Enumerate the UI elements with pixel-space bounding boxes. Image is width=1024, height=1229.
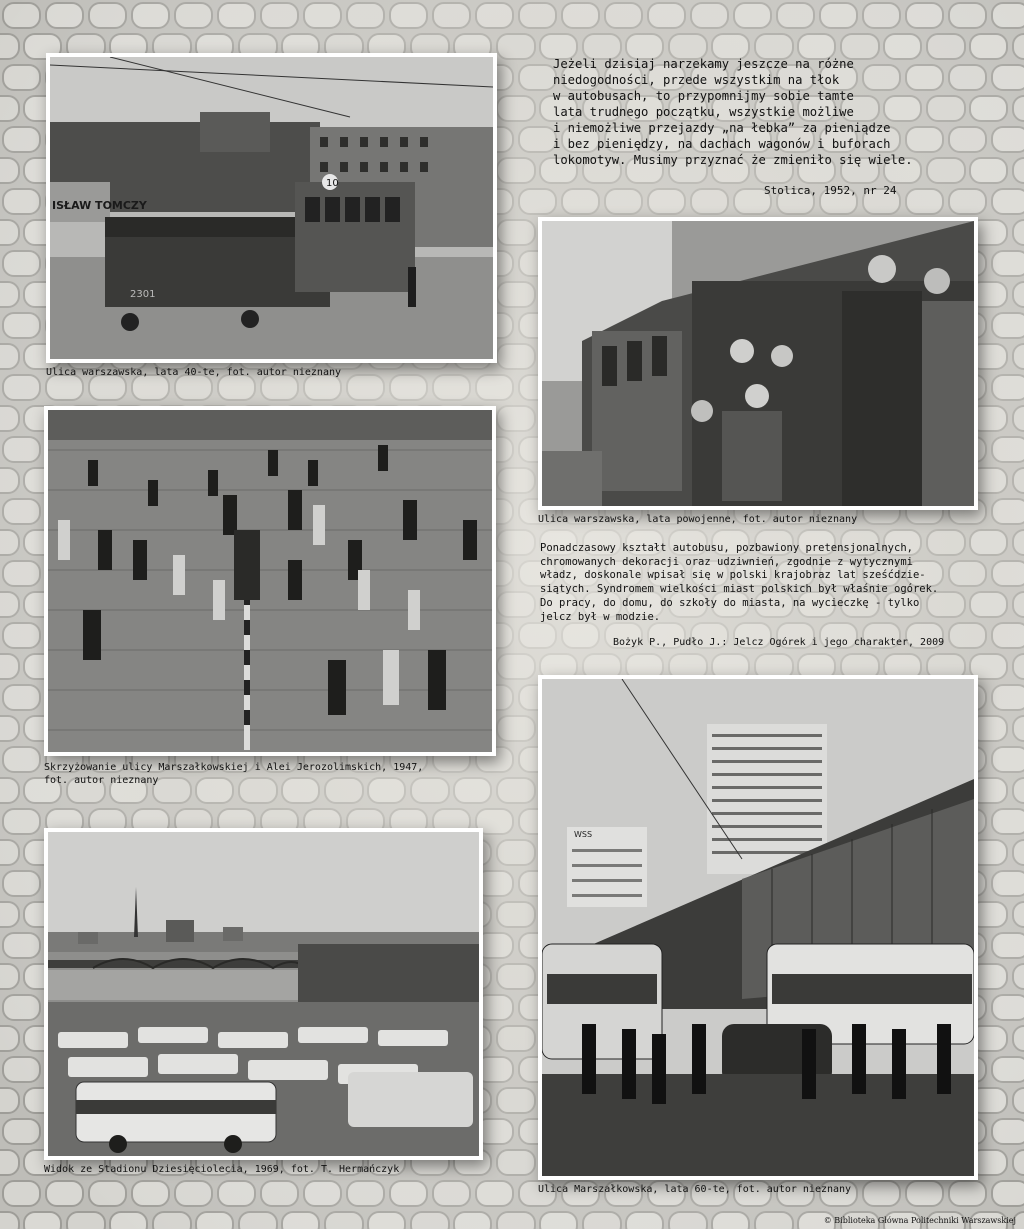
photo-crossing xyxy=(44,406,496,756)
paragraph-source: Bożyk P., Pudło J.: Jelcz Ogórek i jego charakter, 2009 xyxy=(613,637,945,648)
photo-marszalkowska xyxy=(538,675,978,1180)
photo-marszalkowska-caption: Ulica Marszałkowska, lata 60-te, fot. autor nieznany xyxy=(538,1184,852,1195)
quote-line: i bez pieniędzy, na dachach wagonów i buforach xyxy=(553,137,891,151)
photo-tram-street-caption: Ulica warszawska, lata 40-te, fot. autor nieznany xyxy=(46,367,342,378)
tram-route-number: 10 xyxy=(326,178,339,189)
crowded-tram-image xyxy=(542,221,974,506)
photo-bus-depot-caption: Widok ze Stadionu Dziesięciolecia, 1969, fot. T. Hermańczyk xyxy=(44,1164,400,1175)
bus-paragraph xyxy=(540,542,980,624)
paragraph-line: jelcz był w modzie. xyxy=(540,610,661,623)
paragraph-line: władz, doskonale wpisał się w polski krajobraz lat sześćdzie- xyxy=(540,569,926,582)
quote-line: w autobusach, to przypomnijmy sobie tamte xyxy=(553,89,854,103)
photo-crowded-tram-caption: Ulica warszawska, lata powojenne, fot. autor nieznany xyxy=(538,514,858,525)
paragraph-line: Do pracy, do domu, do szkoły do miasta, na wycieczkę - tylko xyxy=(540,596,920,609)
quote-line: niedogodności, przede wszystkim na tłok xyxy=(553,73,840,87)
copyright-notice: © Biblioteka Główna Politechniki Warszawskiej xyxy=(823,1216,1016,1225)
quote-line: lokomotyw. Musimy przyznać że zmieniło się wiele. xyxy=(553,153,913,167)
bus-depot-image xyxy=(48,832,479,1156)
photo-crossing-caption: Skrzyżowanie ulicy Marszałkowskiej i Alei Jerozolimskich, 1947, fot. autor nieznany xyxy=(44,762,424,786)
quote-line: i niemożliwe przejazdy „na łebka” za pieniądze xyxy=(553,121,891,135)
building-sign: WSS xyxy=(574,830,593,839)
tram-street-image xyxy=(50,57,493,359)
crossing-image xyxy=(48,410,492,752)
wagon-number: 2301 xyxy=(130,289,156,300)
marszalkowska-image xyxy=(542,679,974,1176)
photo-crowded-tram xyxy=(538,217,978,510)
photo-tram-street xyxy=(46,53,497,363)
quote-line: lata trudnego początku, wszystkie możliwe xyxy=(553,105,854,119)
shop-sign-text: ISŁAW TOMCZY xyxy=(52,199,147,212)
paragraph-line: Ponadczasowy kształt autobusu, pozbawiony pretensjonalnych, xyxy=(540,542,913,554)
quote-text xyxy=(553,56,973,168)
paragraph-line: chromowanych dekoracji oraz udziwnień, zgodnie z wytycznymi xyxy=(540,555,913,568)
paragraph-line: siątych. Syndromem wielkości miast polskich był właśnie ogórek. xyxy=(540,583,939,596)
quote-source: Stolica, 1952, nr 24 xyxy=(764,184,897,197)
quote-line: Jeżeli dzisiaj narzekamy jeszcze na różne xyxy=(553,57,854,71)
photo-bus-depot xyxy=(44,828,483,1160)
